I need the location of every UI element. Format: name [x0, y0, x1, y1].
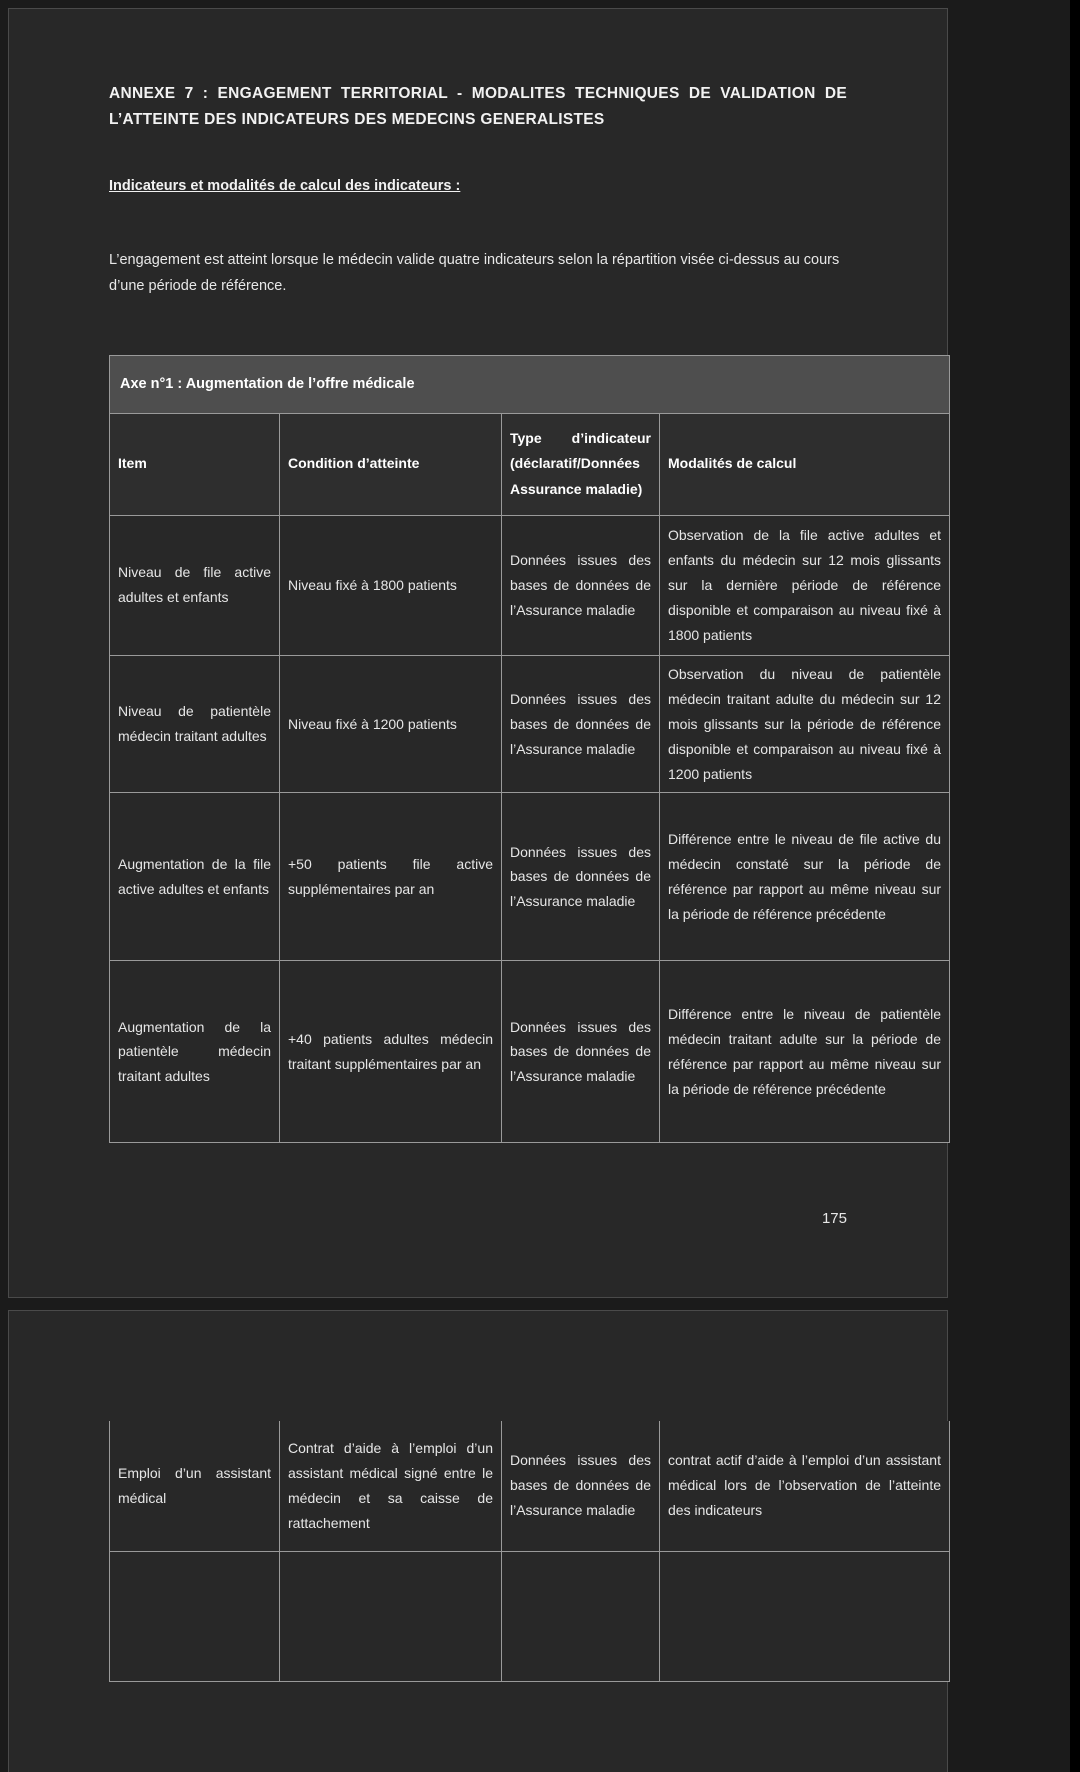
document-page-2 — [8, 1310, 948, 1772]
page-title: ANNEXE 7 : ENGAGEMENT TERRITORIAL - MODALITES TECHNIQUES DE VALIDATION DE L’ATTEINTE DES INDICATEURS DES MEDECINS GENERALISTES — [109, 85, 847, 128]
section-label: Indicateurs et modalités de calcul des indicateurs : — [109, 178, 461, 195]
cell-condition — [280, 1551, 502, 1681]
cell-condition: Contrat d’aide à l’emploi d’un assistant médical signé entre le médecin et sa caisse de rattachement — [280, 1421, 502, 1551]
cell-item: Emploi d’un assistant médical — [110, 1421, 280, 1551]
intro-paragraph: L’engagement est atteint lorsque le médecin valide quatre indicateurs selon la répartition visée ci-dessus au cours d’une période de référence. — [109, 252, 840, 294]
indicators-table-continued — [109, 1421, 950, 1682]
cell-modalites: Observation du niveau de patientèle médecin traitant adulte du médecin sur 12 mois glissants sur la période de référence disponible et comparaison au niveau fixé à 1200 patients — [660, 655, 950, 793]
column-header-modalites: Modalités de calcul — [660, 413, 950, 515]
cell-condition: +50 patients file active supplémentaires par an — [280, 793, 502, 961]
cell-type — [502, 1551, 660, 1681]
table-header-row — [110, 413, 950, 515]
page-number: 175 — [821, 1210, 847, 1227]
document-page-1 — [8, 8, 948, 1298]
cell-type: Données issues des bases de données de l’Assurance maladie — [502, 515, 660, 655]
cell-item: Augmentation de la patientèle médecin traitant adultes — [110, 961, 280, 1143]
table-row — [110, 961, 950, 1143]
column-header-type: Type d’indicateur (déclaratif/Données Assurance maladie) — [502, 413, 660, 515]
cell-type: Données issues des bases de données de l’Assurance maladie — [502, 961, 660, 1143]
cell-condition: Niveau fixé à 1200 patients — [280, 655, 502, 793]
cell-item: Niveau de patientèle médecin traitant adultes — [110, 655, 280, 793]
page-1-content — [9, 9, 947, 1297]
viewer-right-gutter — [1070, 0, 1080, 1772]
axe-band-title: Axe n°1 : Augmentation de l’offre médicale — [110, 355, 950, 413]
page-2-content — [9, 1421, 947, 1772]
cell-item: Niveau de file active adultes et enfants — [110, 515, 280, 655]
cell-modalites: Observation de la file active adultes et enfants du médecin sur 12 mois glissants sur la dernière période de référence disponible et comparaison au niveau fixé à 1800 patients — [660, 515, 950, 655]
table-row — [110, 655, 950, 793]
table-band-row — [110, 355, 950, 413]
indicators-table — [109, 355, 950, 1144]
cell-modalites — [660, 1551, 950, 1681]
cell-modalites: contrat actif d’aide à l’emploi d’un assistant médical lors de l’observation de l’atteinte des indicateurs — [660, 1421, 950, 1551]
table-row — [110, 793, 950, 961]
cell-condition: Niveau fixé à 1800 patients — [280, 515, 502, 655]
table-row — [110, 515, 950, 655]
cell-item: Augmentation de la file active adultes et enfants — [110, 793, 280, 961]
cell-modalites: Différence entre le niveau de patientèle médecin traitant adulte sur la période de référence par rapport au même niveau sur la période de référence précédente — [660, 961, 950, 1143]
cell-condition: +40 patients adultes médecin traitant supplémentaires par an — [280, 961, 502, 1143]
cell-type: Données issues des bases de données de l’Assurance maladie — [502, 1421, 660, 1551]
table-row-partial — [110, 1551, 950, 1681]
cell-type: Données issues des bases de données de l’Assurance maladie — [502, 793, 660, 961]
column-header-condition: Condition d’atteinte — [280, 413, 502, 515]
column-header-item: Item — [110, 413, 280, 515]
cell-modalites: Différence entre le niveau de file active du médecin constaté sur la période de référence par rapport au même niveau sur la période de référence précédente — [660, 793, 950, 961]
table-row — [110, 1421, 950, 1551]
cell-type: Données issues des bases de données de l’Assurance maladie — [502, 655, 660, 793]
cell-item — [110, 1551, 280, 1681]
